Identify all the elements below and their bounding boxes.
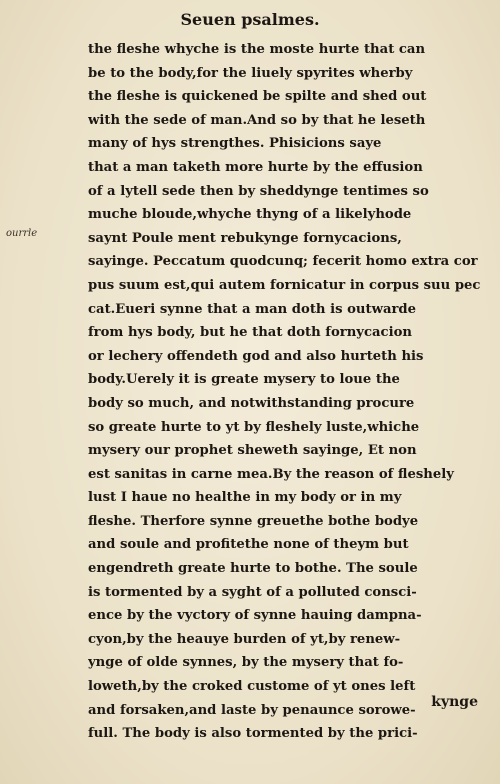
text-line: saynt Poule ment rebukynge fornycacions, [88, 230, 402, 246]
text-line: be to the body,for the liuely spyrites wherby [88, 65, 413, 81]
text-line: is tormented by a syght of a polluted consci- [88, 584, 417, 600]
text-line: from hys body, but he that doth fornycacion [88, 325, 412, 341]
text-line: est sanitas in carne mea.By the reason of fleshely [88, 466, 454, 482]
text-line: pus suum est,qui autem fornicatur in corpus suu pec [88, 277, 481, 293]
text-line: loweth,by the croked custome of yt ones left [88, 679, 416, 695]
text-line: so greate hurte to yt by fleshely luste,whiche [88, 419, 420, 435]
text-line: body so much, and notwithstanding procure [88, 395, 415, 411]
running-title: Seuen psalmes. [180, 10, 320, 29]
text-line: full. The body is also tormented by the prici- [88, 726, 418, 742]
text-line: mysery our prophet sheweth sayinge, Et non [88, 443, 417, 459]
text-line: the fleshe whyche is the moste hurte that can [88, 42, 426, 57]
text-line: and forsaken,and laste by penaunce sorowe- [88, 702, 416, 718]
text-line: cat.Eueri synne that a man doth is outwarde [88, 301, 417, 317]
text-line: and soule and profitethe none of theym but [88, 537, 409, 553]
text-block [88, 38, 486, 746]
margin-annotation: ourrle [6, 228, 38, 239]
text-line: of a lytell sede then by sheddynge tentimes so [88, 183, 429, 199]
text-line: with the sede of man.And so by that he leseth [88, 112, 426, 128]
text-line: ynge of olde synnes, by the mysery that fo- [88, 655, 404, 671]
text-line: or lechery offendeth god and also hurteth his [88, 348, 424, 364]
text-line: muche bloude,whyche thyng of a likelyhode [88, 207, 412, 223]
text-line: ence by the vyctory of synne hauing dampna- [88, 608, 422, 624]
text-line: body.Uerely it is greate mysery to loue the [88, 372, 400, 388]
text-line: lust I haue no healthe in my body or in my [88, 490, 402, 506]
text-line: many of hys strengthes. Phisicions saye [88, 136, 382, 152]
text-line: fleshe. Therfore synne greuethe bothe bodye [88, 513, 419, 529]
text-line: engendreth greate hurte to bothe. The soule [88, 561, 418, 577]
text-line: sayinge. Peccatum quodcunq; fecerit homo extra cor [88, 254, 478, 270]
text-line: cyon,by the heauye burden of yt,by renew- [88, 631, 401, 647]
text-line: the fleshe is quickened be spilte and shed out [88, 89, 427, 105]
catchword: kynge [431, 694, 478, 710]
text-line: that a man taketh more hurte by the effusion [88, 159, 423, 175]
